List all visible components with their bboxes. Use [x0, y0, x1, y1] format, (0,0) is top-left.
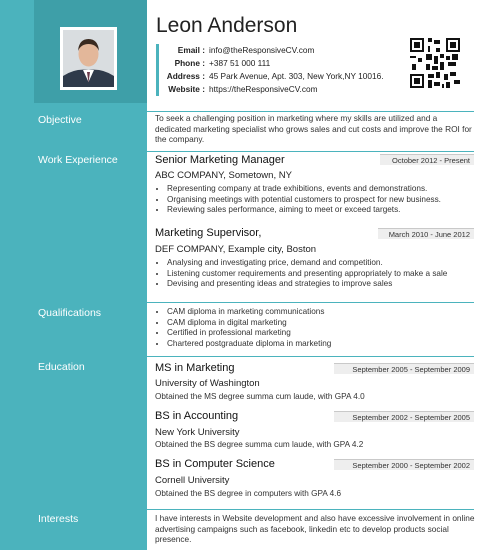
- job-title: Marketing Supervisor,: [155, 227, 262, 239]
- job-company: ABC COMPANY, Sometown, NY: [155, 170, 292, 181]
- email-value[interactable]: info@theResponsiveCV.com: [209, 45, 315, 55]
- qualifications-list: [155, 307, 487, 349]
- education-note: Obtained the BS degree in computers with GPA 4.6: [155, 489, 341, 498]
- contact-address: [163, 70, 384, 83]
- job-title: Senior Marketing Manager: [155, 154, 285, 166]
- list-item: • Organising meetings with potential customers to prospect for new business.: [167, 195, 487, 206]
- list-item: • Chartered postgraduate diploma in marketing: [167, 339, 487, 350]
- school-name: New York University: [155, 427, 240, 438]
- education-note: Obtained the BS degree summa cum laude, with GPA 4.2: [155, 440, 364, 449]
- section-title-interests: Interests: [38, 513, 79, 525]
- address-value: 45 Park Avenue, Apt. 303, New York,NY 10016.: [209, 71, 384, 81]
- section-divider: [34, 111, 474, 112]
- contact-phone: [163, 57, 384, 70]
- interests-text: I have interests in Website development and also have excessive involvement in online advertising campaigns such as facebook, linkedin etc to develop products social presence.: [155, 513, 475, 544]
- section-divider: [34, 302, 474, 303]
- list-item: • CAM diploma in digital marketing: [167, 318, 487, 329]
- contact-label: Address :: [166, 71, 205, 81]
- contact-label: Email :: [177, 45, 205, 55]
- contact-accent-bar: [156, 44, 159, 96]
- list-item: • Listening customer requirements and presenting appropriately to make a sale: [167, 269, 487, 280]
- education-date: September 2002 - September 2005: [334, 411, 474, 422]
- website-value[interactable]: https://theResponsiveCV.com: [209, 84, 318, 94]
- list-item: • Devising and presenting ideas and strategies to improve sales: [167, 279, 487, 290]
- contact-label: Website :: [168, 84, 205, 94]
- degree-title: MS in Marketing: [155, 362, 235, 374]
- list-item: • Certified in professional marketing: [167, 328, 487, 339]
- list-item: • Representing company at trade exhibitions, events and demonstrations.: [167, 184, 487, 195]
- contact-info: [163, 44, 384, 96]
- section-title-qualifications: Qualifications: [38, 307, 102, 319]
- job-bullets: [155, 184, 487, 216]
- job-company: DEF COMPANY, Example city, Boston: [155, 244, 317, 255]
- job-date: October 2012 - Present: [380, 154, 474, 165]
- section-divider: [34, 151, 474, 152]
- section-title-objective: Objective: [38, 114, 82, 126]
- section-divider: [34, 356, 474, 357]
- education-date: September 2000 - September 2002: [334, 459, 474, 470]
- qr-code-icon: [410, 38, 460, 88]
- job-date: March 2010 - June 2012: [378, 228, 474, 239]
- contact-label: Phone :: [174, 58, 205, 68]
- phone-value: +387 51 000 111: [209, 58, 271, 68]
- school-name: Cornell University: [155, 475, 230, 486]
- education-date: September 2005 - September 2009: [334, 363, 474, 374]
- contact-email: [163, 44, 384, 57]
- list-item: • Reviewing sales performance, aiming to meet or exceed targets.: [167, 205, 487, 216]
- list-item: • CAM diploma in marketing communications: [167, 307, 487, 318]
- job-bullets: [155, 258, 487, 290]
- degree-title: BS in Computer Science: [155, 458, 275, 470]
- section-divider: [34, 509, 474, 510]
- objective-text: To seek a challenging position in marketing where my skills are utilized and a dedicated marketing specialist who grows sales and cut costs and improve the ROI for the company.: [155, 113, 472, 144]
- list-item: • Analysing and investigating price, demand and competition.: [167, 258, 487, 269]
- candidate-name: Leon Anderson: [156, 14, 298, 37]
- degree-title: BS in Accounting: [155, 410, 239, 422]
- school-name: University of Washington: [155, 378, 260, 389]
- education-note: Obtained the MS degree summa cum laude, with GPA 4.0: [155, 392, 365, 401]
- section-title-work-experience: Work Experience: [38, 154, 118, 166]
- contact-website: [163, 83, 384, 96]
- profile-photo: [60, 27, 117, 90]
- section-title-education: Education: [38, 361, 85, 373]
